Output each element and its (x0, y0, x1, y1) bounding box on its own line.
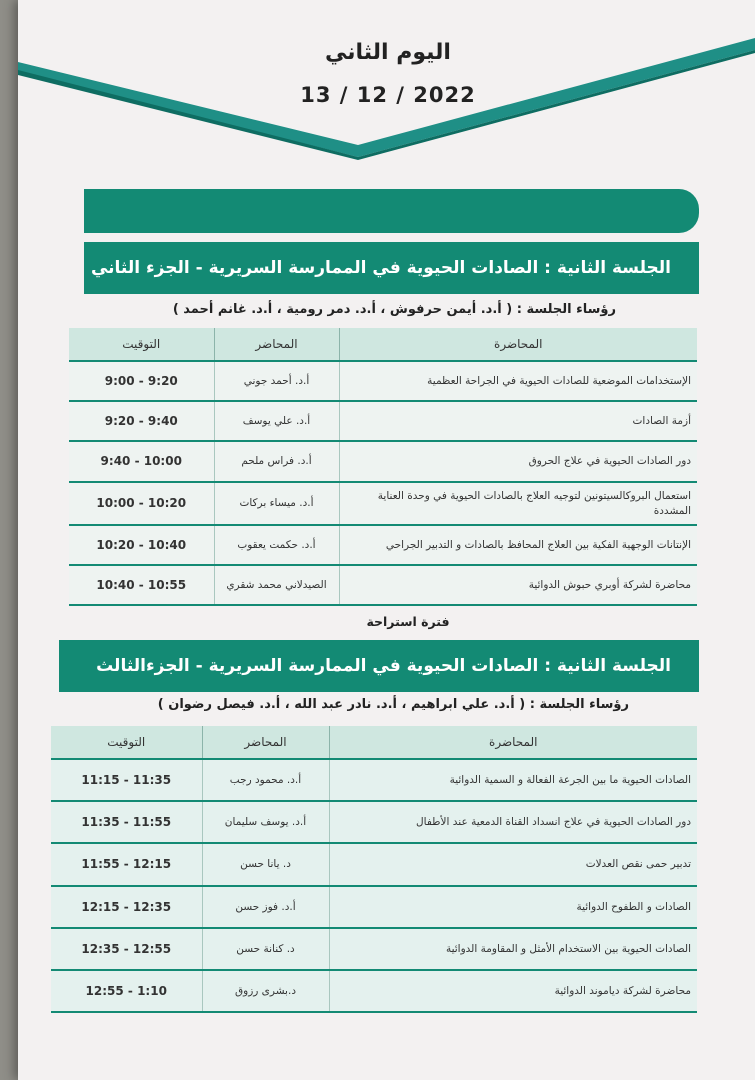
table-row (51, 928, 697, 970)
lecture-cell: الإستخدامات الموضعية للصادات الحيوية في الجراحة العظمية (339, 361, 697, 401)
session1-title: الجلسة الثانية : الصادات الحيوية في الممارسة السريرية - الجزء الثاني (90, 258, 671, 278)
time-cell: 9:20 - 9:40 (69, 401, 214, 441)
lecture-cell: الصادات و الطفوح الدوائية (329, 886, 697, 928)
time-cell: 9:40 - 10:00 (69, 441, 214, 482)
speaker-cell: أ.د. حكمت يعقوب (214, 525, 339, 565)
time-cell: 12:15 - 12:35 (51, 886, 202, 928)
session2-title-bar (59, 640, 699, 692)
speaker-cell: أ.د. علي يوسف (214, 401, 339, 441)
speaker-cell: أ.د. فراس ملحم (214, 441, 339, 482)
day-title: اليوم الثاني (325, 40, 451, 65)
table-row (69, 441, 697, 482)
table-row (51, 970, 697, 1012)
speaker-column-header: المحاضر (214, 328, 339, 361)
lecture-cell: الإنتانات الوجهية الفكية بين العلاج المحافظ بالصادات و التدبير الجراحي (339, 525, 697, 565)
table-row (69, 482, 697, 525)
table-row (51, 886, 697, 928)
lecture-cell: محاضرة لشركة دياموند الدوائية (329, 970, 697, 1012)
time-cell: 11:55 - 12:15 (51, 843, 202, 886)
table-row (69, 565, 697, 605)
time-cell: 11:15 - 11:35 (51, 759, 202, 801)
session1-table (69, 328, 697, 606)
speaker-cell: الصيدلاني محمد شقري (214, 565, 339, 605)
session1-chairs: رؤساء الجلسة : ( أ.د. أيمن حرفوش ، أ.د. دمر رومية ، أ.د. غانم أحمد ) (172, 302, 616, 317)
lecture-column-header: المحاضرة (329, 726, 697, 759)
day-date: 13 / 12 / 2022 (300, 83, 476, 107)
speaker-cell: د.بشرى رزوق (202, 970, 329, 1012)
lecture-cell: محاضرة لشركة أوبري حبوش الدوائية (339, 565, 697, 605)
top-decorative-bar (84, 189, 699, 233)
speaker-cell: د. يانا حسن (202, 843, 329, 886)
session2-chairs: رؤساء الجلسة : ( أ.د. علي ابراهيم ، أ.د. نادر عبد الله ، أ.د. فيصل رضوان ) (157, 697, 629, 712)
table-row (69, 361, 697, 401)
time-cell: 10:00 - 10:20 (69, 482, 214, 525)
session1-title-bar (84, 242, 699, 294)
time-cell: 12:35 - 12:55 (51, 928, 202, 970)
session2-table (51, 726, 697, 1013)
lecture-cell: الصادات الحيوية بين الاستخدام الأمثل و المقاومة الدوائية (329, 928, 697, 970)
speaker-cell: أ.د. أحمد جوني (214, 361, 339, 401)
lecture-cell: دور الصادات الحيوية في علاج الحروق (339, 441, 697, 482)
time-cell: 11:35 - 11:55 (51, 801, 202, 843)
lecture-cell: تدبير حمى نقص العدلات (329, 843, 697, 886)
lecture-cell: أزمة الصادات (339, 401, 697, 441)
session2-title: الجلسة الثانية : الصادات الحيوية في الممارسة السريرية - الجزءالثالث (96, 656, 671, 676)
time-cell: 12:55 - 1:10 (51, 970, 202, 1012)
table-row (51, 759, 697, 801)
table-row (51, 843, 697, 886)
lecture-cell: الصادات الحيوية ما بين الجرعة الفعالة و السمية الدوائية (329, 759, 697, 801)
speaker-cell: أ.د. محمود رجب (202, 759, 329, 801)
time-cell: 10:40 - 10:55 (69, 565, 214, 605)
table-header-row (51, 726, 697, 759)
table-row (69, 525, 697, 565)
speaker-cell: أ.د. ميساء بركات (214, 482, 339, 525)
time-column-header: التوقيت (51, 726, 202, 759)
speaker-cell: د. كنانة حسن (202, 928, 329, 970)
lecture-cell: استعمال البروكالسيتونين لتوجيه العلاج بالصادات الحيوية في وحدة العناية المشددة (339, 482, 697, 525)
time-column-header: التوقيت (69, 328, 214, 361)
table-row (69, 401, 697, 441)
lecture-cell: دور الصادات الحيوية في علاج انسداد القناة الدمعية عند الأطفال (329, 801, 697, 843)
speaker-cell: أ.د. يوسف سليمان (202, 801, 329, 843)
time-cell: 9:00 - 9:20 (69, 361, 214, 401)
speaker-cell: أ.د. فوز حسن (202, 886, 329, 928)
program-page (18, 0, 755, 1080)
lecture-column-header: المحاضرة (339, 328, 697, 361)
time-cell: 10:20 - 10:40 (69, 525, 214, 565)
table-row (51, 801, 697, 843)
speaker-column-header: المحاضر (202, 726, 329, 759)
table-header-row (69, 328, 697, 361)
break-label: فترة استراحة (366, 614, 450, 629)
